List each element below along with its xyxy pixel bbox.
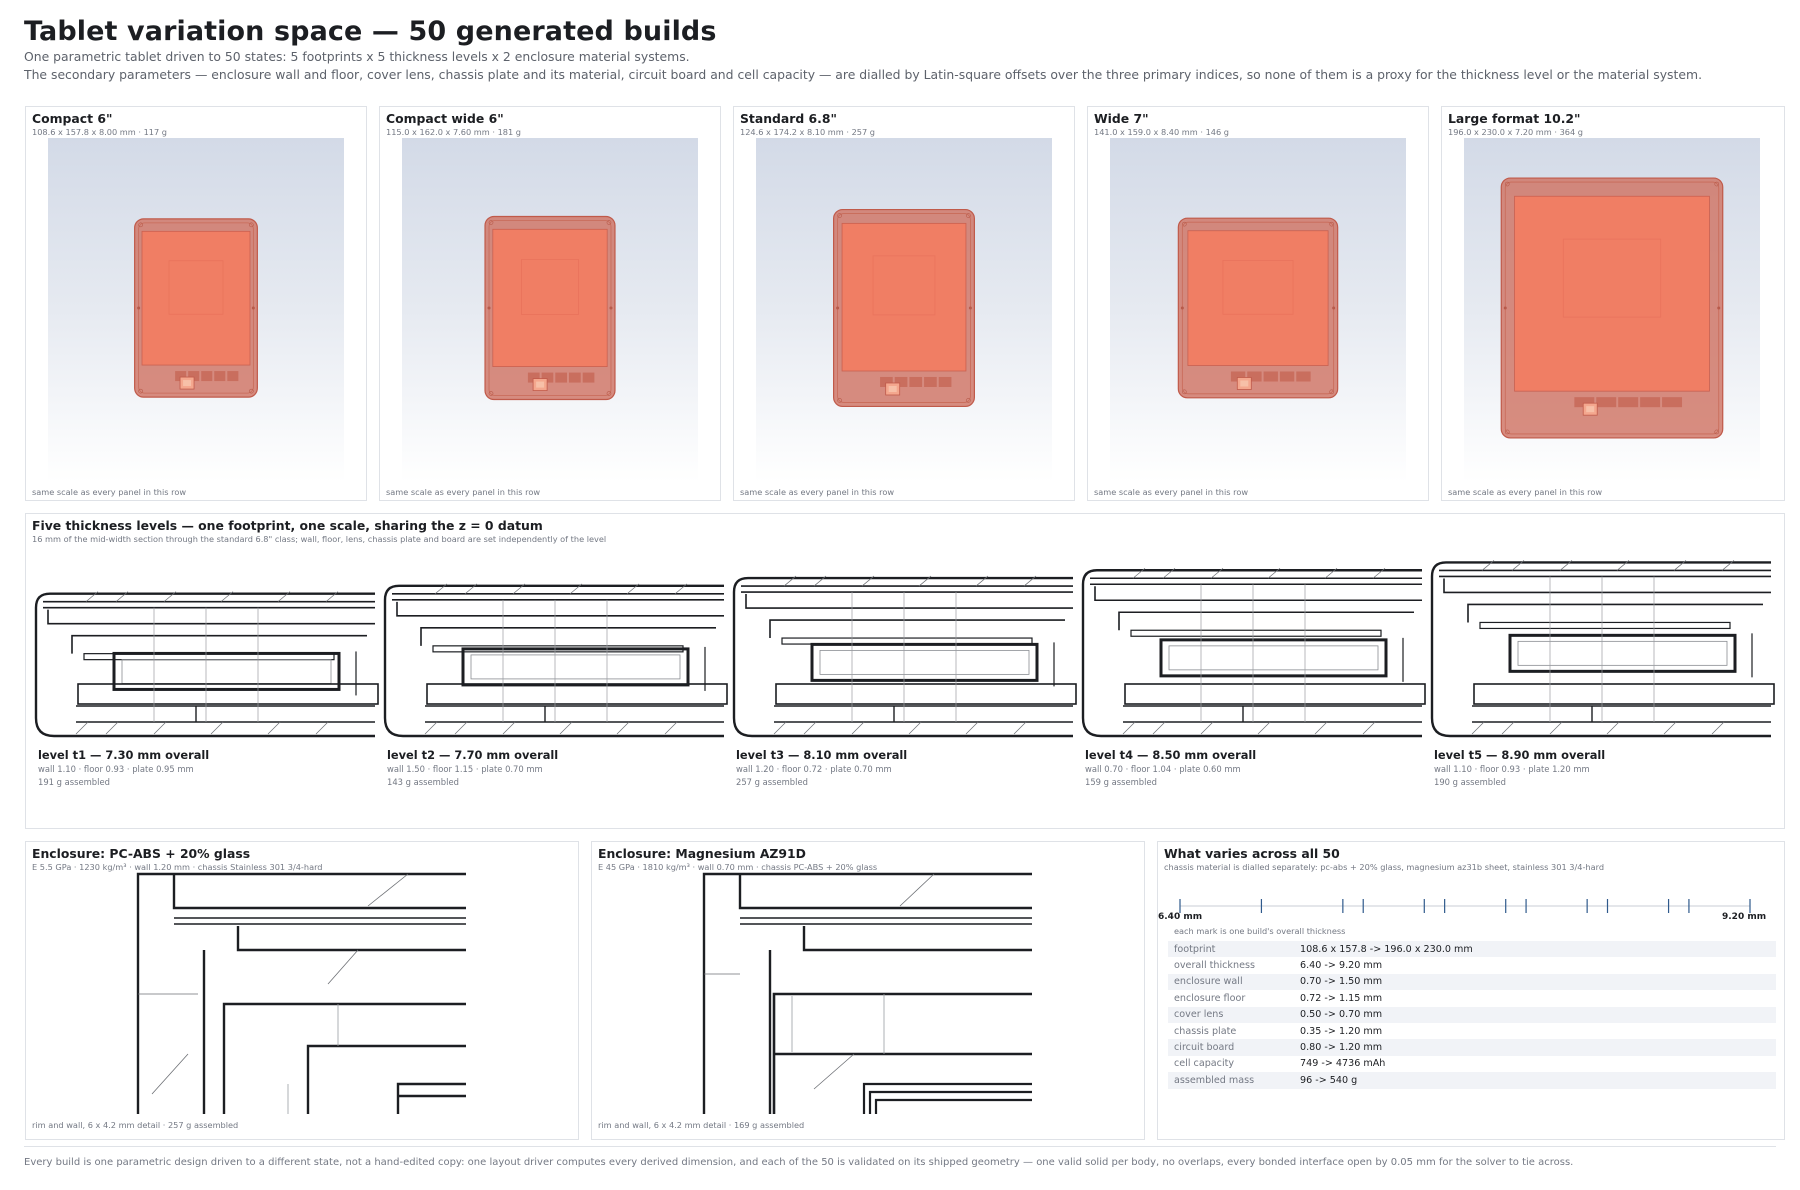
panel-footer: same scale as every panel in this row bbox=[1448, 487, 1603, 497]
hatch-line bbox=[211, 722, 223, 734]
enclosure-outline bbox=[385, 586, 724, 736]
row-value: 0.50 -> 0.70 mm bbox=[1294, 1007, 1776, 1023]
level-label: level t4 — 8.50 mm overall bbox=[1085, 748, 1257, 762]
variation-table bbox=[1168, 941, 1776, 1089]
circuit-board bbox=[864, 1084, 1032, 1114]
table-row bbox=[1168, 1072, 1776, 1088]
board-component bbox=[1662, 397, 1682, 407]
display-area bbox=[1515, 196, 1710, 391]
cell-core bbox=[1169, 646, 1378, 670]
side-button bbox=[488, 307, 491, 310]
board-component bbox=[227, 371, 238, 381]
board-component bbox=[1264, 371, 1278, 381]
hatch-line bbox=[617, 722, 629, 734]
hatch-line bbox=[1472, 722, 1484, 734]
footprint-panel-wide bbox=[1087, 106, 1429, 501]
panel-title: Compact wide 6" bbox=[386, 111, 504, 126]
board-component bbox=[201, 371, 212, 381]
footprint-panel-large-format bbox=[1441, 106, 1785, 501]
floor-layers bbox=[425, 706, 724, 722]
board-component bbox=[569, 373, 581, 383]
hatch-line bbox=[152, 1054, 188, 1094]
board-component bbox=[1596, 397, 1616, 407]
hatch-line bbox=[1315, 722, 1327, 734]
enclosure-panel-pc-abs bbox=[25, 841, 579, 1140]
side-button bbox=[836, 307, 839, 310]
row-value: 108.6 x 157.8 -> 196.0 x 230.0 mm bbox=[1294, 941, 1776, 957]
usb-port bbox=[183, 380, 191, 386]
circuit-board bbox=[776, 684, 1076, 704]
hatch-line bbox=[560, 722, 572, 734]
battery-cell bbox=[812, 644, 1037, 680]
side-button bbox=[609, 307, 612, 310]
board-component bbox=[1296, 371, 1310, 381]
battery-cell bbox=[308, 1046, 466, 1114]
row-value: 6.40 -> 9.20 mm bbox=[1300, 960, 1383, 972]
chassis-plate bbox=[1131, 630, 1381, 636]
table-row bbox=[1168, 990, 1776, 1006]
hatch-line bbox=[106, 722, 118, 734]
display-module bbox=[238, 926, 466, 950]
cover-lens bbox=[740, 918, 1032, 924]
panel-meta: E 5.5 GPa · 1230 kg/m³ · wall 1.20 mm · chassis Stainless 301 3/4-hard bbox=[32, 862, 323, 872]
row-value: 96 -> 540 g bbox=[1294, 1072, 1776, 1088]
panel-footer: rim and wall, 6 x 4.2 mm detail · 169 g assembled bbox=[598, 1120, 805, 1130]
board-component bbox=[583, 373, 595, 383]
level-label: level t2 — 7.70 mm overall bbox=[387, 748, 559, 762]
enclosure-outline bbox=[36, 594, 375, 736]
footprint-panel-compact bbox=[25, 106, 367, 501]
axis-note: each mark is one build's overall thickness bbox=[1174, 926, 1346, 936]
panel-meta: chassis material is dialled separately: pc-abs + 20% glass, magnesium az31b sheet, stainless 301 3/4-hard bbox=[1164, 862, 1605, 872]
level-mass: 257 g assembled bbox=[736, 777, 808, 787]
row-key: enclosure floor bbox=[1174, 992, 1246, 1004]
hatch-line bbox=[455, 722, 467, 734]
panel-title: Five thickness levels — one footprint, one scale, sharing the z = 0 datum bbox=[32, 518, 543, 533]
battery-cell bbox=[1510, 635, 1735, 671]
hatch-line bbox=[1258, 722, 1270, 734]
display-module bbox=[804, 926, 1032, 950]
side-button bbox=[1332, 307, 1335, 310]
hatch-line bbox=[1201, 722, 1213, 734]
panel-meta: 108.6 x 157.8 x 8.00 mm · 117 g bbox=[32, 127, 167, 137]
panel-footer: same scale as every panel in this row bbox=[32, 487, 187, 497]
display-area bbox=[1188, 231, 1328, 366]
hatch-line bbox=[804, 722, 816, 734]
usb-port bbox=[1240, 380, 1248, 386]
footprint-panel-standard bbox=[733, 106, 1075, 501]
table-row bbox=[1168, 957, 1776, 973]
hatch-line bbox=[1014, 722, 1026, 734]
table-row bbox=[1168, 941, 1776, 957]
board-component bbox=[1640, 397, 1660, 407]
page-subtitle: One parametric tablet driven to 50 states: 5 footprints x 5 thickness levels x 2 enclosure material systems. bbox=[24, 49, 690, 64]
page-title: Tablet variation space — 50 generated builds bbox=[24, 16, 717, 47]
rim-step bbox=[174, 874, 466, 908]
chassis-plate bbox=[774, 994, 1032, 1114]
table-row bbox=[1168, 1039, 1776, 1055]
floor-layers bbox=[1123, 706, 1422, 722]
usb-port bbox=[889, 386, 897, 392]
row-key: footprint bbox=[1168, 941, 1294, 957]
row-key: enclosure wall bbox=[1168, 974, 1294, 990]
hatch-line bbox=[852, 722, 864, 734]
hatch-line bbox=[1664, 722, 1676, 734]
panel-title: What varies across all 50 bbox=[1164, 846, 1340, 861]
circuit-board bbox=[398, 1084, 466, 1114]
tablet-front-view bbox=[1464, 138, 1760, 482]
panel-meta: 196.0 x 230.0 x 7.20 mm · 364 g bbox=[1448, 127, 1583, 137]
hatch-line bbox=[665, 722, 677, 734]
hatch-line bbox=[900, 874, 934, 906]
level-mass: 191 g assembled bbox=[38, 777, 110, 787]
hatch-line bbox=[1502, 722, 1514, 734]
hatch-line bbox=[1712, 722, 1724, 734]
rim-wall-detail bbox=[26, 842, 579, 1140]
level-label: level t3 — 8.10 mm overall bbox=[736, 748, 908, 762]
display-area bbox=[142, 231, 250, 365]
table-row bbox=[1168, 974, 1776, 990]
board-component bbox=[555, 373, 567, 383]
hatch-line bbox=[774, 722, 786, 734]
tablet-front-view bbox=[48, 138, 344, 482]
row-key: circuit board bbox=[1168, 1039, 1294, 1055]
floor-layers bbox=[76, 706, 375, 722]
thickness-sections bbox=[26, 514, 1785, 829]
board-component bbox=[1618, 397, 1638, 407]
side-button bbox=[1504, 307, 1507, 310]
rim-step bbox=[740, 874, 1032, 908]
level-dims: wall 1.50 · floor 1.15 · plate 0.70 mm bbox=[387, 764, 543, 774]
hatch-line bbox=[316, 722, 328, 734]
row-value: 0.35 -> 1.20 mm bbox=[1300, 1025, 1383, 1037]
variation-summary-panel bbox=[1157, 841, 1785, 1140]
side-button bbox=[137, 307, 140, 310]
row-value: 0.72 -> 1.15 mm bbox=[1300, 992, 1383, 1004]
level-mass: 159 g assembled bbox=[1085, 777, 1157, 787]
panel-title: Enclosure: PC-ABS + 20% glass bbox=[32, 846, 251, 861]
enclosure-outline bbox=[1432, 562, 1771, 736]
hatch-line bbox=[814, 1054, 854, 1089]
thickness-levels-panel bbox=[25, 513, 1785, 829]
hatch-line bbox=[1153, 722, 1165, 734]
row-value: 0.70 -> 1.50 mm bbox=[1294, 974, 1776, 990]
row-key: overall thickness bbox=[1174, 960, 1255, 972]
table-row bbox=[1168, 1056, 1776, 1072]
enclosure-panel-magnesium bbox=[591, 841, 1145, 1140]
enclosure-outline bbox=[734, 578, 1073, 736]
level-mass: 190 g assembled bbox=[1434, 777, 1506, 787]
hatch-line bbox=[76, 722, 88, 734]
hatch-line bbox=[1123, 722, 1135, 734]
level-dims: wall 1.20 · floor 0.72 · plate 0.70 mm bbox=[736, 764, 892, 774]
tablet-front-view bbox=[756, 138, 1052, 482]
hatch-line bbox=[368, 874, 408, 906]
hatch-line bbox=[154, 722, 166, 734]
panel-footer: rim and wall, 6 x 4.2 mm detail · 257 g assembled bbox=[32, 1120, 239, 1130]
cell-core bbox=[471, 655, 680, 679]
lens-bond bbox=[1444, 578, 1771, 592]
hatch-line bbox=[425, 722, 437, 734]
panel-meta: 16 mm of the mid-width section through the standard 6.8" class; wall, floor, lens, chassis plate and board are set independently of the level bbox=[32, 534, 607, 544]
tablet-front-view bbox=[402, 138, 698, 482]
row-key: assembled mass bbox=[1168, 1072, 1294, 1088]
floor-layers bbox=[774, 706, 1073, 722]
lens-bond bbox=[397, 602, 724, 616]
panel-title: Standard 6.8" bbox=[740, 111, 837, 126]
display-module bbox=[72, 636, 367, 654]
circuit-board bbox=[427, 684, 727, 704]
panel-title: Compact 6" bbox=[32, 111, 113, 126]
circuit-board bbox=[1474, 684, 1774, 704]
chassis-plate bbox=[224, 1004, 466, 1114]
panel-title: Large format 10.2" bbox=[1448, 111, 1581, 126]
footprint-panel-compact-wide bbox=[379, 106, 721, 501]
board-component bbox=[939, 377, 952, 387]
panel-meta: 124.6 x 174.2 x 8.10 mm · 257 g bbox=[740, 127, 875, 137]
display-module bbox=[1119, 612, 1414, 630]
hatch-line bbox=[328, 950, 358, 984]
panel-footer: same scale as every panel in this row bbox=[740, 487, 895, 497]
level-dims: wall 1.10 · floor 0.93 · plate 1.20 mm bbox=[1434, 764, 1590, 774]
hatch-line bbox=[909, 722, 921, 734]
display-module bbox=[1468, 604, 1763, 622]
display-module bbox=[421, 628, 716, 646]
row-value: 0.80 -> 1.20 mm bbox=[1294, 1039, 1776, 1055]
tablet-front-view bbox=[1110, 138, 1406, 482]
hatch-line bbox=[1607, 722, 1619, 734]
usb-port bbox=[536, 382, 544, 388]
lens-bond bbox=[48, 610, 375, 624]
level-dims: wall 0.70 · floor 1.04 · plate 0.60 mm bbox=[1085, 764, 1241, 774]
hatch-line bbox=[1550, 722, 1562, 734]
panel-meta: E 45 GPa · 1810 kg/m³ · wall 0.70 mm · chassis PC-ABS + 20% glass bbox=[598, 862, 878, 872]
battery-cell bbox=[463, 649, 688, 685]
table-row bbox=[1168, 1023, 1776, 1039]
side-button bbox=[1717, 307, 1720, 310]
rim-wall-detail bbox=[592, 842, 1145, 1140]
row-key: chassis plate bbox=[1174, 1025, 1237, 1037]
hatch-line bbox=[503, 722, 515, 734]
cell-core bbox=[122, 659, 331, 683]
level-mass: 143 g assembled bbox=[387, 777, 459, 787]
panel-title: Enclosure: Magnesium AZ91D bbox=[598, 846, 806, 861]
side-button bbox=[969, 307, 972, 310]
axis-max-label: 9.20 mm bbox=[1722, 912, 1767, 922]
hatch-line bbox=[966, 722, 978, 734]
panel-title: Wide 7" bbox=[1094, 111, 1149, 126]
cell-core bbox=[1518, 641, 1727, 665]
hatch-line bbox=[268, 722, 280, 734]
chassis-plate bbox=[1480, 622, 1730, 628]
page-footer: Every build is one parametric design driven to a different state, not a hand-edited copy: one layout driver computes every derived dimension, and each of the 50 is validated on its shipped geometry — one valid solid per body, no overlaps, every bonded interface open by 0.05 mm for the solver to tie across. bbox=[24, 1157, 1574, 1168]
display-area bbox=[493, 229, 607, 366]
lens-bond bbox=[746, 594, 1073, 608]
enclosure-outline bbox=[1083, 570, 1422, 736]
display-area bbox=[842, 223, 966, 371]
footer-divider bbox=[24, 1146, 1776, 1147]
row-value: 749 -> 4736 mAh bbox=[1300, 1058, 1386, 1070]
level-label: level t1 — 7.30 mm overall bbox=[38, 748, 210, 762]
level-dims: wall 1.10 · floor 0.93 · plate 0.95 mm bbox=[38, 764, 194, 774]
cell-core bbox=[820, 650, 1029, 674]
hatch-line bbox=[1363, 722, 1375, 734]
battery-cell bbox=[1161, 640, 1386, 676]
board-component bbox=[924, 377, 937, 387]
row-key: cover lens bbox=[1168, 1007, 1294, 1023]
circuit-board bbox=[78, 684, 378, 704]
board-component bbox=[214, 371, 225, 381]
board-component bbox=[909, 377, 922, 387]
row-key: cell capacity bbox=[1174, 1058, 1235, 1070]
display-module bbox=[770, 620, 1065, 638]
cover-lens bbox=[174, 918, 466, 924]
table-row bbox=[1168, 1007, 1776, 1023]
side-button bbox=[252, 307, 255, 310]
circuit-board bbox=[1125, 684, 1425, 704]
page-subtitle-secondary: The secondary parameters — enclosure wall and floor, cover lens, chassis plate and its material, circuit board and cell capacity — are dialled by Latin-square offsets over the three primary indices, so none of them is a proxy for the thickness level or the material system. bbox=[24, 67, 1703, 82]
side-button bbox=[1181, 307, 1184, 310]
panel-footer: same scale as every panel in this row bbox=[1094, 487, 1249, 497]
panel-meta: 115.0 x 162.0 x 7.60 mm · 181 g bbox=[386, 127, 521, 137]
lens-bond bbox=[1095, 586, 1422, 600]
floor-layers bbox=[1472, 706, 1771, 722]
panel-footer: same scale as every panel in this row bbox=[386, 487, 541, 497]
panel-meta: 141.0 x 159.0 x 8.40 mm · 146 g bbox=[1094, 127, 1229, 137]
level-label: level t5 — 8.90 mm overall bbox=[1434, 748, 1606, 762]
axis-min-label: 6.40 mm bbox=[1158, 912, 1203, 922]
usb-port bbox=[1586, 406, 1594, 412]
board-component bbox=[1280, 371, 1294, 381]
